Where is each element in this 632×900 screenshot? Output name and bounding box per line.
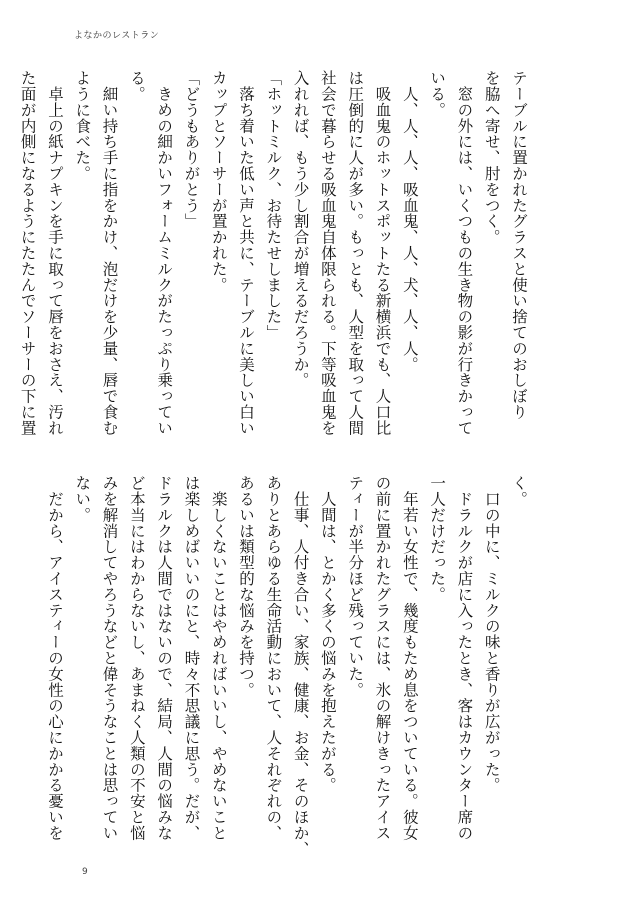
text-line: 人間は、とかく多くの悩みを抱えたがる。 <box>318 475 337 793</box>
text-line: ドラルクが店に入ったとき、客はカウンター席の <box>455 475 474 841</box>
text-line: 吸血鬼のホットスポットたる新横浜でも、人口比 <box>373 70 392 436</box>
text-line: みを解消してやろうなどと偉そうなことは思ってい <box>100 475 119 841</box>
text-line: ど本当にはわからないし、あまねく人類の不安と悩 <box>127 475 146 841</box>
text-line: 社会で暮らせる吸血鬼自体限られる。下等吸血鬼を <box>318 70 337 436</box>
text-line: きめの細かいフォームミルクがたっぷり乗ってい <box>155 70 174 436</box>
text-line: 楽しくないことはやめればいいし、やめないこと <box>209 475 228 841</box>
text-line: 口の中に、ミルクの味と香りが広がった。 <box>482 475 501 793</box>
text-line: カップとソーサーが置かれた。 <box>209 70 228 293</box>
text-line: 仕事、人付き合い、家族、健康、お金、そのほか、 <box>291 475 310 857</box>
text-line: 一人だけだった。 <box>428 475 447 603</box>
text-line: を脇へ寄せ、肘をつく。 <box>482 70 501 245</box>
page-number: 9 <box>82 867 88 877</box>
text-line: テーブルに置かれたグラスと使い捨てのおしぼり <box>510 70 528 420</box>
body-text-lower <box>45 475 532 857</box>
text-line: ティーが半分ほど残っていた。 <box>346 475 365 698</box>
text-line: は圧倒的に人が多い。もっとも、人型を取って人間 <box>346 70 365 436</box>
text-line: 「ホットミルク、お待たせしました」 <box>264 70 283 341</box>
text-line: あるいは類型的な悩みを持つ。 <box>237 475 256 698</box>
body-text-upper <box>18 70 532 442</box>
text-line: 年若い女性で、幾度もため息をついている。彼女 <box>400 475 419 841</box>
text-line: る。 <box>127 70 146 102</box>
text-line: は楽しめばいいのにと、時々不思議に思う。だが、 <box>182 475 201 841</box>
text-line: だから、アイスティーの女性の心にかかる憂いを <box>45 475 64 841</box>
text-line: 細い持ち手に指をかけ、泡だけを少量、唇で食む <box>100 70 119 436</box>
text-line: 窓の外には、いくつもの生き物の影が行きかって <box>455 70 474 436</box>
text-line: ように食べた。 <box>73 70 92 182</box>
text-line: 卓上の紙ナプキンを手に取って唇をおさえ、汚れ <box>45 70 64 436</box>
text-line: いる。 <box>428 70 447 118</box>
text-line: の前に置かれたグラスには、氷の解けきったアイス <box>373 475 392 841</box>
text-line: 入れれば、もう少し割合が増えるだろうか。 <box>291 70 310 388</box>
text-line: た面が内側になるようにたたんでソーサーの下に置 <box>18 70 37 436</box>
text-line: ない。 <box>73 475 92 523</box>
text-line: 人、人、人、吸血鬼、人、犬、人、人。 <box>400 70 419 373</box>
text-line: 「どうもありがとう」 <box>182 70 201 229</box>
text-line: ドラルクは人間ではないので、結局、人間の悩みな <box>155 475 174 841</box>
running-header: よなかのレストラン <box>74 31 160 41</box>
text-line: ありとあらゆる生命活動において、人それぞれの、 <box>264 475 283 841</box>
text-line: 落ち着いた低い声と共に、テーブルに美しい白い <box>237 70 256 436</box>
text-line: く。 <box>510 475 528 507</box>
